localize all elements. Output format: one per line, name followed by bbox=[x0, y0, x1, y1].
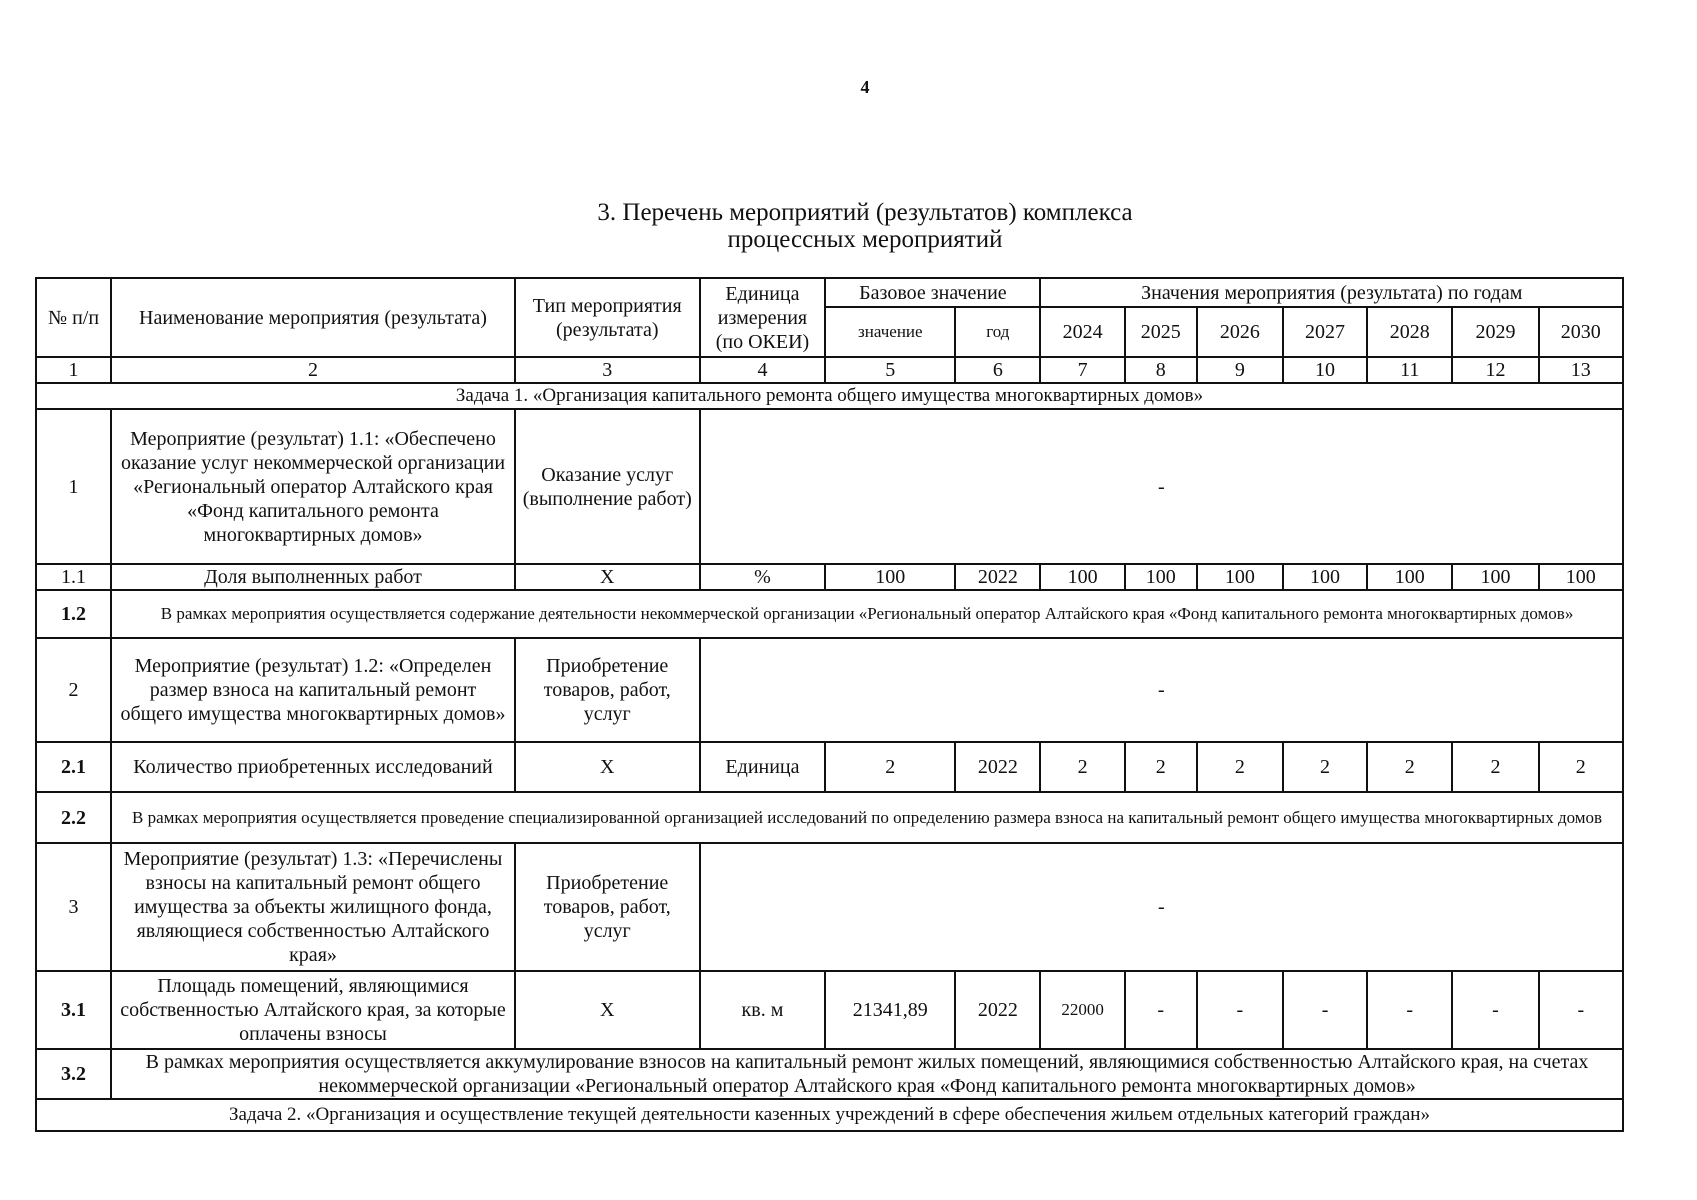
measure-description: В рамках мероприятия осуществляется проведение специализированной организацией исследований по определению размера взноса на капитальный ремонт общего имущества многоквартирных домов bbox=[111, 792, 1623, 843]
col-number: 2 bbox=[111, 357, 515, 383]
section-title bbox=[0, 199, 1697, 253]
col-number: 7 bbox=[1040, 357, 1124, 383]
col-number: 12 bbox=[1452, 357, 1538, 383]
task-2-row bbox=[36, 1099, 1623, 1131]
table-row bbox=[36, 638, 1623, 742]
header-years-group: Значения мероприятия (результата) по годам bbox=[1040, 278, 1623, 307]
table-row bbox=[36, 843, 1623, 971]
row-num: 2 bbox=[36, 638, 111, 742]
column-numbers-row bbox=[36, 357, 1623, 383]
indicator-name: Доля выполненных работ bbox=[111, 564, 515, 590]
measure-description: В рамках мероприятия осуществляется содержание деятельности некоммерческой организации «Региональный оператор Алтайского края «Фонд капитального ремонта многоквартирных домов» bbox=[111, 590, 1623, 638]
col-number: 6 bbox=[955, 357, 1040, 383]
value-2029: 100 bbox=[1452, 564, 1538, 590]
table-row bbox=[36, 792, 1623, 843]
header-base: Базовое значение bbox=[825, 278, 1040, 307]
value-2027: 2 bbox=[1283, 742, 1367, 792]
col-number: 11 bbox=[1367, 357, 1452, 383]
value-2027: 100 bbox=[1283, 564, 1367, 590]
value-2026: 2 bbox=[1197, 742, 1283, 792]
value-2029: 2 bbox=[1452, 742, 1538, 792]
title-line-1: 3. Перечень мероприятий (результатов) комплекса bbox=[597, 199, 1133, 226]
value-2024: 2 bbox=[1040, 742, 1124, 792]
indicator-unit: Единица bbox=[700, 742, 826, 792]
table-row bbox=[36, 1049, 1623, 1099]
indicator-unit: % bbox=[700, 564, 826, 590]
indicator-type: X bbox=[515, 971, 700, 1049]
base-year: 2022 bbox=[955, 564, 1040, 590]
measure-name: Мероприятие (результат) 1.1: «Обеспечено оказание услуг некоммерческой организации «Региональный оператор Алтайского края «Фонд капитального ремонта многоквартирных домов» bbox=[111, 409, 515, 564]
measure-name: Мероприятие (результат) 1.2: «Определен размер взноса на капитальный ремонт общего имущества многоквартирных домов» bbox=[111, 638, 515, 742]
header-year-2028: 2028 bbox=[1367, 307, 1452, 357]
measure-description: В рамках мероприятия осуществляется аккумулирование взносов на капитальный ремонт жилых помещений, являющимися собственностью Алтайского края, на счетах некоммерческой организации «Региональный оператор Алтайского края «Фонд капитального ремонта многоквартирных домов» bbox=[111, 1049, 1623, 1099]
value-2027: - bbox=[1283, 971, 1367, 1049]
col-number: 9 bbox=[1197, 357, 1283, 383]
value-2028: - bbox=[1367, 971, 1452, 1049]
value-2030: 100 bbox=[1539, 564, 1623, 590]
row-num: 1.2 bbox=[36, 590, 111, 638]
header-base-value: значение bbox=[825, 307, 955, 357]
row-num: 2.2 bbox=[36, 792, 111, 843]
value-2030: - bbox=[1539, 971, 1623, 1049]
value-2025: - bbox=[1125, 971, 1197, 1049]
header-year-2026: 2026 bbox=[1197, 307, 1283, 357]
base-year: 2022 bbox=[955, 742, 1040, 792]
col-number: 10 bbox=[1283, 357, 1367, 383]
col-number: 1 bbox=[36, 357, 111, 383]
table-row bbox=[36, 564, 1623, 590]
row-num: 3.1 bbox=[36, 971, 111, 1049]
header-unit: Единица измерения (по ОКЕИ) bbox=[700, 278, 826, 357]
title-line-2: процессных мероприятий bbox=[727, 226, 1003, 253]
header-num: № п/п bbox=[36, 278, 111, 357]
indicator-unit: кв. м bbox=[700, 971, 826, 1049]
header-year-2025: 2025 bbox=[1125, 307, 1197, 357]
value-2024: 100 bbox=[1040, 564, 1124, 590]
measure-type: Приобретение товаров, работ, услуг bbox=[515, 638, 700, 742]
indicator-type: X bbox=[515, 742, 700, 792]
base-value: 100 bbox=[825, 564, 955, 590]
col-number: 13 bbox=[1539, 357, 1623, 383]
value-2025: 2 bbox=[1125, 742, 1197, 792]
row-num: 3 bbox=[36, 843, 111, 971]
row-num: 2.1 bbox=[36, 742, 111, 792]
col-number: 3 bbox=[515, 357, 700, 383]
measure-values-dash: - bbox=[700, 409, 1623, 564]
task-2: Задача 2. «Организация и осуществление текущей деятельности казенных учреждений в сфере обеспечения жильем отдельных категорий граждан» bbox=[36, 1099, 1623, 1131]
page-number: 4 bbox=[860, 77, 870, 97]
value-2025: 100 bbox=[1125, 564, 1197, 590]
value-2026: 100 bbox=[1197, 564, 1283, 590]
indicator-name: Площадь помещений, являющимися собственностью Алтайского края, за которые оплачены взносы bbox=[111, 971, 515, 1049]
measure-values-dash: - bbox=[700, 638, 1623, 742]
measure-type: Оказание услуг (выполнение работ) bbox=[515, 409, 700, 564]
value-2030: 2 bbox=[1539, 742, 1623, 792]
header-year-2029: 2029 bbox=[1452, 307, 1538, 357]
value-2029: - bbox=[1452, 971, 1538, 1049]
header-type: Тип мероприятия (результата) bbox=[515, 278, 700, 357]
col-number: 4 bbox=[700, 357, 826, 383]
col-number: 5 bbox=[825, 357, 955, 383]
header-year-2024: 2024 bbox=[1040, 307, 1124, 357]
table-row bbox=[36, 590, 1623, 638]
header-base-year: год bbox=[955, 307, 1040, 357]
value-2026: - bbox=[1197, 971, 1283, 1049]
indicator-type: X bbox=[515, 564, 700, 590]
measure-values-dash: - bbox=[700, 843, 1623, 971]
value-2028: 100 bbox=[1367, 564, 1452, 590]
table-row bbox=[36, 971, 1623, 1049]
base-value: 21341,89 bbox=[825, 971, 955, 1049]
base-year: 2022 bbox=[955, 971, 1040, 1049]
header-year-2027: 2027 bbox=[1283, 307, 1367, 357]
value-2028: 2 bbox=[1367, 742, 1452, 792]
value-2024: 22000 bbox=[1040, 971, 1124, 1049]
table-row bbox=[36, 409, 1623, 564]
measure-name: Мероприятие (результат) 1.3: «Перечислены взносы на капитальный ремонт общего имущества за объекты жилищного фонда, являющиеся собственностью Алтайского края» bbox=[111, 843, 515, 971]
header-name: Наименование мероприятия (результата) bbox=[111, 278, 515, 357]
row-num: 3.2 bbox=[36, 1049, 111, 1099]
row-num: 1 bbox=[36, 409, 111, 564]
base-value: 2 bbox=[825, 742, 955, 792]
header-year-2030: 2030 bbox=[1539, 307, 1623, 357]
indicator-name: Количество приобретенных исследований bbox=[111, 742, 515, 792]
task-1-row bbox=[36, 383, 1623, 409]
header-row-1 bbox=[36, 278, 1623, 307]
table-row bbox=[36, 742, 1623, 792]
row-num: 1.1 bbox=[36, 564, 111, 590]
col-number: 8 bbox=[1125, 357, 1197, 383]
measures-table bbox=[35, 277, 1624, 1132]
measure-type: Приобретение товаров, работ, услуг bbox=[515, 843, 700, 971]
task-1: Задача 1. «Организация капитального ремонта общего имущества многоквартирных домов» bbox=[36, 383, 1623, 409]
